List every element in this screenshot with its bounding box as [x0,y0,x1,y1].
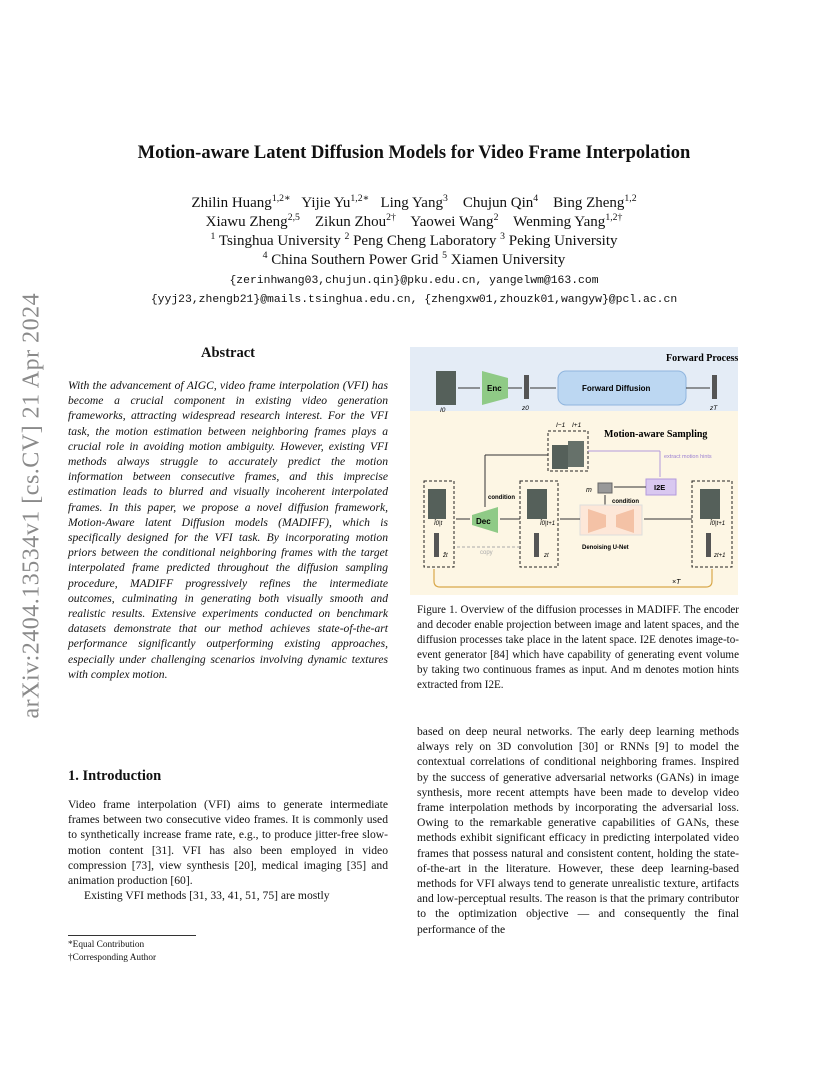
latent-zt [534,533,539,557]
image-i-minus-1 [552,445,568,469]
motion-hints-block [598,483,612,493]
latent-zt-tilde [434,533,439,557]
label-z0: z0 [522,405,529,412]
latent-zt-forward [712,375,717,399]
unet-condition-label: condition [612,499,639,505]
footnote-corresponding: †Corresponding Author [68,953,157,963]
intro-paragraph-1: Video frame interpolation (VFI) aims to generate intermediate frames between two consecutive video frames. It is commonly used to synthetically increase frame rate, e.g., to produce jitter-free slow-motion content [31]. VFI has also been employed in video compression [73], view synthesis [20], medical imaging [35] and animation production [60]. [68,798,388,888]
affiliations-line-2: $^4$ China Southern Power Grid $^5$ Xiamen University [262,250,566,268]
figure-1-diagram [410,347,738,595]
authors-line-1: Zhilin Huang$^{1,2∗}$ Yijie $Yu^{1,2∗}$ Ling Yang$^3$ Chujun Qin$^4$ Bing Zheng$^{1,2}$ [191,193,637,211]
latent-z0 [524,375,529,399]
label-zt-tilde: z̃t [443,553,448,559]
email-line-2: {yyj23,zhengb21}@mails.tsinghua.edu.cn, {zhengxw01,zhouzk01,wangyw}@pcl.ac.cn [150,294,678,306]
image-i0 [436,371,456,405]
decoder-condition-label: condition [488,495,515,501]
image-i-plus-1 [568,441,584,467]
intro-paragraph-2: Existing VFI methods [31, 33, 41, 51, 75] are mostly [84,889,330,903]
label-zt: zt [544,553,549,559]
i2e-label: I2E [654,483,666,492]
copy-label: copy [480,550,493,556]
footnote-equal: *Equal Contribution [68,940,145,950]
label-i0-t: Î0|t [434,521,443,527]
figure-caption: Figure 1. Overview of the diffusion processes in MADIFF. The encoder and decoder enable projection between image and latent spaces, and the diffusion processes take place in the latent space. I2E denotes image-to-event generator [84] which have capability of generating event volume by taking two continuous frames as input. And m denotes motion hints extracted from I2E. [417,604,739,691]
right-column-paragraph: based on deep neural networks. The early deep learning methods always rely on 3D convolution [30] or RNNs [9] to model the contextual correlations of conditional neighboring frames. Inspired by the success of generative adversarial networks (GANs) in image synthesis, more recent attempts have been made to develop video frame interpolation methods by incorporating the adversarial loss. Owing to the remarkable generative capabilities of GANs, these methods exhibit significant efficacy in predicting interpolated video frames that possess natural and consistent content, holding the state-of-the-art in the literature. However, these deep learning-based methods for VFI always tend to generate unrealistic texture, artifacts and low-perceptual results. The reason is that the primary contributor to the optimization objective — and consequently the final performance of the [417,725,739,936]
arxiv-stamp: arXiv:2404.13534v1 [cs.CV] 21 Apr 2024 [18,292,45,719]
encoder-label: Enc [487,384,502,393]
motion-aware-sampling-title: Motion-aware Sampling [604,429,708,440]
authors-line-2: Xiawu Zheng$^{2,5}$ Zikun Zhou$^{2\dagger}$ Yaowei Wang$^2$ Wenming Yang$^{1,2\dagger}$ [205,212,623,230]
email-line-1: {zerinhwang03,chujun.qin}@pku.edu.cn, yangelwm@163.com [229,275,599,287]
paper-title: Motion-aware Latent Diffusion Models for Video Frame Interpolation [137,143,691,163]
m-label: m [586,487,592,494]
intro-body [68,797,388,903]
label-i0-t1-next: Î0|t+1 [710,521,726,527]
abstract-heading: Abstract [201,345,255,361]
times-t-label: ×T [672,579,681,586]
label-zt1: zt+1 [714,553,726,559]
abstract-text: With the advancement of AIGC, video frame interpolation (VFI) has become a crucial component in existing video generation frameworks, attracting widespread research interest. For the VFI task, the motion estimation between neighboring frames plays a crucial role in avoiding motion ambiguity. However, existing VFI methods always struggle to accurately predict the motion information between consecutive frames, and this imprecise estimation leads to blurred and visually incoherent interpolated frames. In this paper, we propose a novel diffusion framework, Motion-Aware latent Diffusion models (MADIFF), which is specifically designed for the VFI task. By incorporating motion priors between the conditional neighboring frames with the target interpolated frame predicted throughout the diffusion sampling procedure, MADIFF progressively refines the intermediate outcomes, culminating in generating both visually smooth and realistic results. Extensive experiments conducted on benchmark datasets demonstrate that our method achieves state-of-the-art performance significantly outperforming existing approaches, especially under challenging scenarios involving dynamic textures with complex motion. [68,379,388,681]
label-i-plus-1: I+1 [572,422,582,429]
decoder-label: Dec [476,517,491,526]
forward-process-title: Forward Process [666,353,738,364]
image-i0-t [428,489,446,519]
label-i-minus-1: I−1 [556,422,566,429]
right-column-body [417,724,739,937]
footnote-rule [68,935,196,936]
affiliations-line-1: $^1$ Tsinghua University $^2$ Peng Cheng Laboratory $^3$ Peking University [210,231,618,249]
image-i0-t1 [527,489,547,519]
image-i0-t1-next [700,489,720,519]
extract-hints-label: extract motion hints [664,454,712,460]
label-i0-t1: Î0|t+1 [540,521,556,527]
latent-zt1 [706,533,711,557]
forward-diffusion-label: Forward Diffusion [582,384,651,393]
denoising-unet-label: Denoising U-Net [582,545,629,551]
label-i0: I0 [440,407,446,414]
intro-heading: 1. Introduction [68,768,162,784]
label-zt-forward: zT [710,405,718,412]
